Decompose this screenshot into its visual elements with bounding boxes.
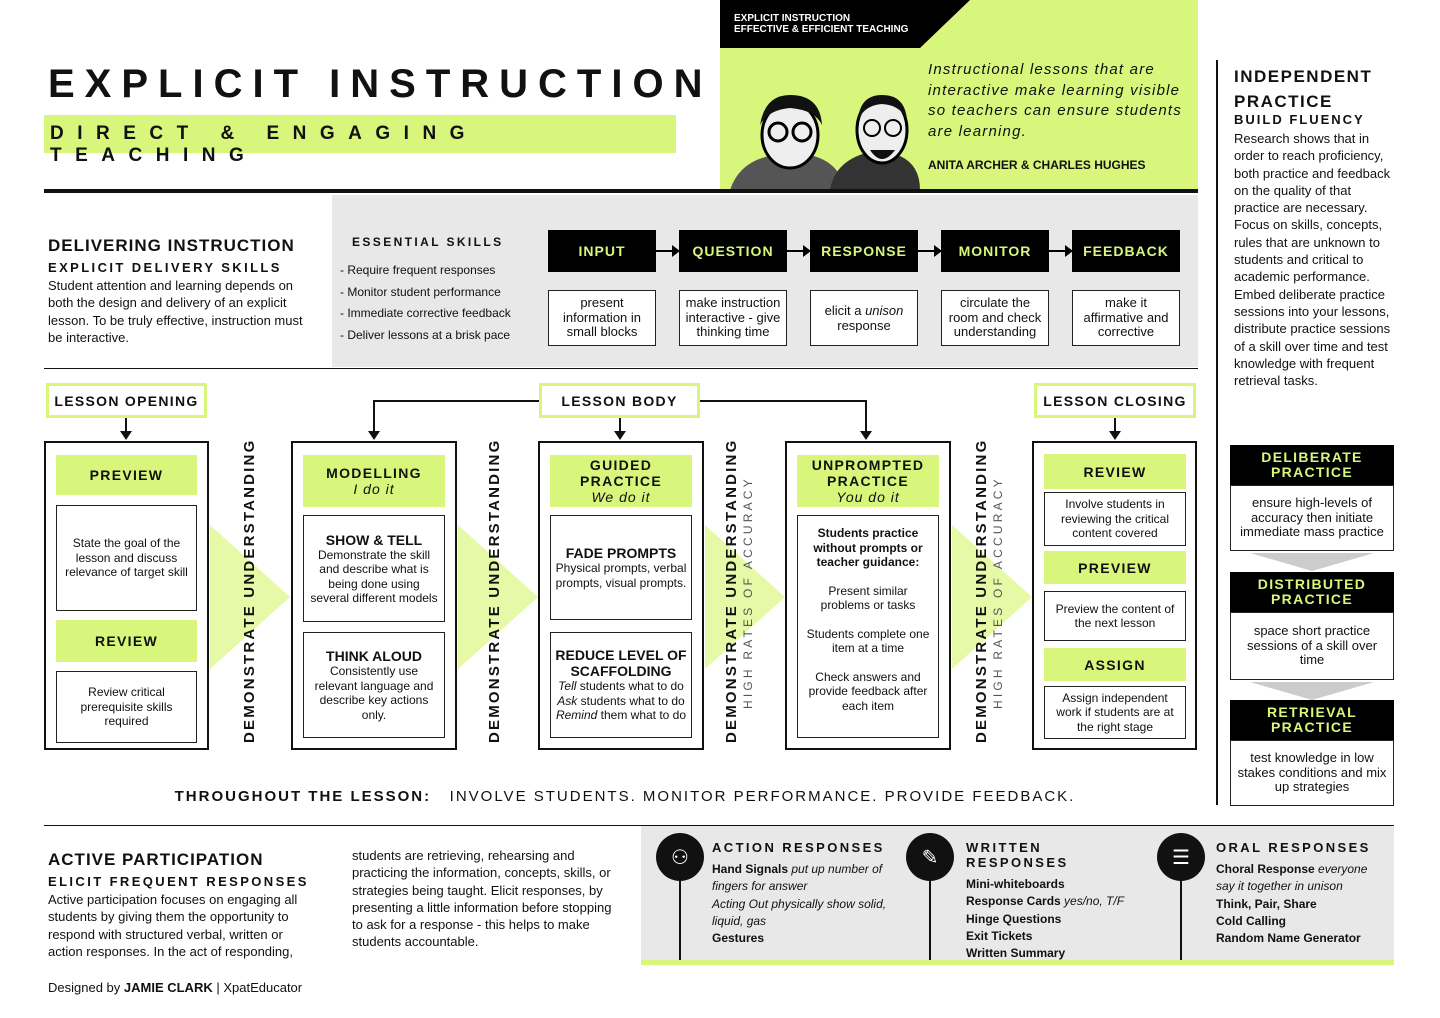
show-and-tell-box [303, 515, 445, 622]
review-text: Involve students in reviewing the critical content covered [1044, 492, 1186, 546]
accuracy-label: HIGH RATES OF ACCURACY [741, 476, 755, 709]
d: Present similar problems or tasks [820, 583, 916, 612]
item: Hinge Questions [966, 911, 1062, 926]
credit-line [48, 980, 302, 995]
em: Remind [555, 708, 598, 723]
preview-text: State the goal of the lesson and discuss relevance of target skill [56, 505, 197, 611]
lesson-connectors [0, 0, 1440, 445]
s: students what to do [577, 693, 685, 708]
delivering-text: Student attention and learning depends on both the design and delivery of an explicit lesson. To be truly effective, instruction must be interactive. [48, 278, 303, 345]
h: GUIDED [589, 457, 653, 473]
review-header: REVIEW [56, 620, 197, 662]
h: PRACTICE [1271, 591, 1353, 607]
item: Cold Calling [1216, 913, 1286, 928]
lesson-opening-column [44, 441, 209, 750]
item: Hand Signals [712, 862, 789, 876]
flow-step-feedback: FEEDBACK [1072, 230, 1180, 272]
item: Random Name Generator [1216, 931, 1361, 946]
t: REDUCE LEVEL OF [555, 647, 687, 664]
action-responses-title: ACTION RESPONSES [712, 840, 885, 855]
em: Ask [557, 693, 578, 708]
unprompted-box [797, 515, 939, 738]
demonstrate-understanding-label: DEMONSTRATE UNDERSTANDING [486, 438, 503, 743]
deliberate-practice-header [1230, 445, 1394, 485]
active-title: ACTIVE PARTICIPATION [48, 850, 264, 869]
preview-text: Preview the content of the next lesson [1044, 591, 1186, 641]
people-icon: ⚇ [656, 833, 704, 881]
quote-authors: ANITA ARCHER & CHARLES HUGHES [928, 158, 1146, 172]
oral-responses [1216, 840, 1386, 947]
stem-line [929, 880, 931, 960]
delivering-subtitle: EXPLICIT DELIVERY SKILLS [48, 260, 282, 275]
flow-desc-feedback: make it affirmative and corrective [1072, 290, 1180, 346]
desc-emphasis: unison [865, 303, 904, 318]
credit-name: JAMIE CLARK [123, 980, 213, 995]
lesson-opening-label: LESSON OPENING [46, 383, 207, 418]
h: PRACTICE [827, 473, 909, 489]
em: Tell [558, 679, 577, 694]
deliberate-practice-text: ensure high-levels of accuracy then initiate immediate mass practice [1230, 485, 1394, 551]
distributed-practice-text: space short practice sessions of a skill over time [1230, 612, 1394, 680]
h: DISTRIBUTED [1257, 576, 1367, 592]
h: PRACTICE [580, 473, 662, 489]
h: RETRIEVAL [1267, 704, 1357, 720]
lesson-closing-label: LESSON CLOSING [1034, 383, 1196, 418]
unprompted-practice-column [785, 441, 951, 750]
demonstrate-understanding-label: DEMONSTRATE UNDERSTANDING [241, 438, 258, 743]
sub: You do it [836, 489, 900, 505]
item-desc: everyone say it together in unison [1216, 862, 1368, 894]
flow-step-input: INPUT [548, 230, 656, 272]
chevron-down-icon [1250, 682, 1374, 700]
independent-text: Research shows that in order to reach proficiency, both practice and feedback on the quality of that practice are necessary. Focus on skills, concepts, rules that are unknown to students and critical to academic performance. Embed deliberate practice sessions into your lessons, distribute practice sessions of a skill over time and test knowledge with frequent retrieval tasks. [1234, 131, 1391, 389]
stem-line [1180, 880, 1182, 960]
flow-desc-input: present information in small blocks [548, 290, 656, 346]
distributed-practice-header [1230, 572, 1394, 612]
item: Think, Pair, Share [1216, 896, 1317, 911]
item: Mini-whiteboards [966, 877, 1065, 891]
h: PRACTICE [1271, 464, 1353, 480]
page-subtitle: DIRECT & ENGAGING TEACHING [44, 115, 676, 153]
t: FADE PROMPTS [565, 545, 677, 561]
credit-prefix: Designed by [48, 980, 124, 995]
assign-text: Assign independent work if students are at the right stage [1044, 686, 1186, 739]
d: Demonstrate the skill and describe what is being done using several different models [310, 547, 438, 605]
chevron-down-icon [1250, 553, 1374, 571]
d [555, 679, 687, 694]
credit-suffix: | XpatEducator [212, 980, 303, 995]
oral-responses-title: ORAL RESPONSES [1216, 840, 1371, 855]
d: Check answers and provide feedback after each item [808, 669, 928, 713]
delivering-title: DELIVERING INSTRUCTION [48, 236, 295, 255]
fade-prompts-box [550, 515, 692, 620]
title-line: INDEPENDENT [1234, 67, 1373, 86]
banner-line-2: EFFECTIVE & EFFICIENT TEACHING [734, 24, 909, 35]
assign-header: ASSIGN [1044, 648, 1186, 681]
preview-header: PREVIEW [1044, 551, 1186, 584]
lead: Students practice without prompts or teacher guidance: [813, 526, 923, 569]
skill-item: - Require frequent responses [340, 263, 496, 277]
item: Choral Response [1216, 862, 1315, 876]
t: THINK ALOUD [326, 648, 422, 664]
flow-desc-monitor: circulate the room and check understanding [941, 290, 1049, 346]
independent-subtitle: BUILD FLUENCY [1234, 112, 1365, 127]
speech-bubble-icon: ☰ [1157, 833, 1205, 881]
t: SHOW & TELL [325, 531, 423, 548]
h: UNPROMPTED [811, 457, 925, 473]
demonstrate-understanding-label: DEMONSTRATE UNDERSTANDING [973, 438, 990, 743]
review-text: Review critical prerequisite skills required [56, 671, 197, 743]
item: Acting Out [712, 896, 769, 911]
flow-step-monitor: MONITOR [941, 230, 1049, 272]
retrieval-practice-header [1230, 700, 1394, 740]
s: them what to do [597, 708, 687, 723]
throughout-line [0, 788, 1250, 805]
item-desc: physically show solid, liquid, gas [712, 896, 887, 928]
d: Students complete one item at a time [806, 626, 930, 655]
skill-item: - Immediate corrective feedback [340, 306, 511, 321]
d [555, 708, 687, 723]
guided-practice-header [550, 455, 692, 507]
banner-line-1: EXPLICIT INSTRUCTION [734, 13, 851, 24]
s: students what to do [576, 679, 684, 694]
item-desc: put up number of fingers for answer [712, 862, 883, 894]
sub: We do it [591, 489, 651, 505]
action-responses [712, 840, 892, 947]
sub: I do it [353, 481, 395, 497]
think-aloud-box [303, 632, 445, 738]
h: MODELLING [326, 465, 422, 481]
h: DELIBERATE [1261, 449, 1363, 465]
accuracy-label: HIGH RATES OF ACCURACY [991, 476, 1005, 709]
flow-desc-question: make instruction interactive - give thinking time [679, 290, 787, 346]
h: PRACTICE [1271, 719, 1353, 735]
active-text-1: Active participation focuses on engaging all students by giving them the opportunity to respond with structured verbal, written or action responses. In the act of responding, [48, 892, 298, 959]
modelling-column [291, 441, 457, 750]
item: Exit Tickets [966, 928, 1033, 943]
active-text-2: students are retrieving, rehearsing and practicing the information, concepts, skills, or strategies being taught. Elicit responses, by presenting a little information before stopping to ask for a response - this helps to make students accountable. [352, 848, 612, 950]
quote-text: Instructional lessons that are interactive make learning visible so teachers can ensure students are learning. [928, 61, 1182, 140]
desc-text: elicit a [824, 303, 866, 318]
reduce-scaffolding-box [550, 632, 692, 738]
item: Gestures [712, 931, 765, 946]
pencil-ruler-icon: ✎ [906, 833, 954, 881]
page-title: EXPLICIT INSTRUCTION [48, 62, 713, 106]
review-header: REVIEW [1044, 454, 1186, 489]
flow-step-response: RESPONSE [810, 230, 918, 272]
lesson-body-label: LESSON BODY [539, 383, 700, 418]
item-desc: yes/no, T/F [1060, 894, 1125, 909]
stem-line [679, 880, 681, 960]
skill-item: - Monitor student performance [340, 284, 501, 299]
guided-practice-column [538, 441, 704, 750]
essential-skills-title: ESSENTIAL SKILLS [352, 235, 504, 249]
written-responses-title: WRITTEN RESPONSES [966, 840, 1069, 870]
unprompted-practice-header [797, 455, 939, 507]
demonstrate-understanding-label: DEMONSTRATE UNDERSTANDING [723, 438, 740, 743]
item: Written Summary [966, 946, 1066, 961]
d [555, 694, 687, 709]
written-responses [966, 840, 1146, 962]
lesson-closing-column [1032, 441, 1197, 750]
active-subtitle: ELICIT FREQUENT RESPONSES [48, 874, 309, 889]
t: SCAFFOLDING [570, 663, 672, 680]
preview-header: PREVIEW [56, 455, 197, 495]
d: Consistently use relevant language and describe key actions only. [314, 664, 434, 722]
skill-item: - Deliver lessons at a brisk pace [340, 328, 511, 343]
d: Physical prompts, verbal prompts, visual prompts. [555, 561, 687, 590]
item: Response Cards [966, 894, 1061, 909]
desc-text: response [837, 317, 891, 333]
flow-step-question: QUESTION [679, 230, 787, 272]
retrieval-practice-text: test knowledge in low stakes conditions and mix up strategies [1230, 740, 1394, 806]
throughout-text: INVOLVE STUDENTS. MONITOR PERFORMANCE. PROVIDE FEEDBACK. [449, 788, 1076, 805]
title-line: PRACTICE [1234, 92, 1333, 111]
throughout-label: THROUGHOUT THE LESSON: [174, 788, 432, 805]
modelling-header [303, 455, 445, 507]
